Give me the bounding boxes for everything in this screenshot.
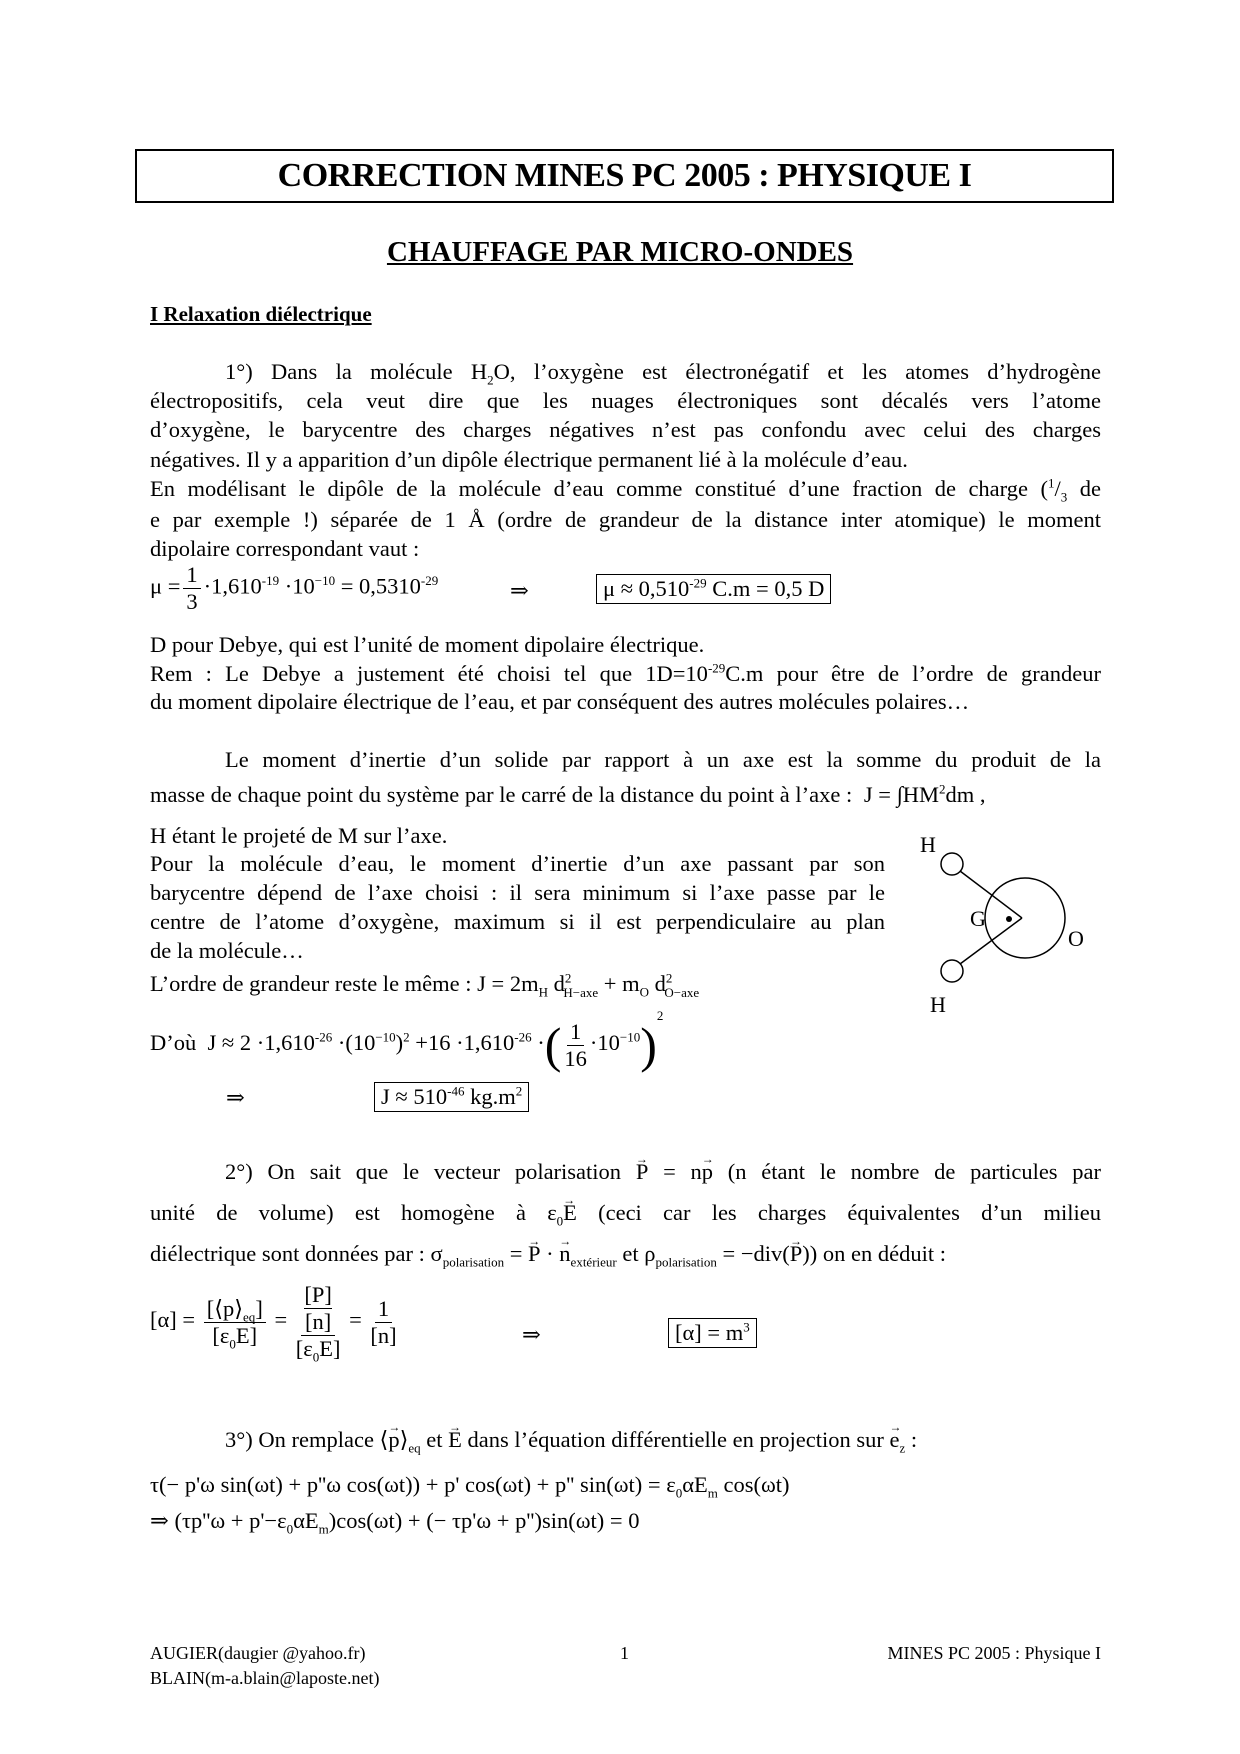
footer-right: MINES PC 2005 : Physique I bbox=[887, 1643, 1101, 1663]
paragraph-line: de la molécule… bbox=[150, 938, 304, 963]
implies-arrow: ⇒ bbox=[226, 1085, 245, 1110]
paragraph-line: négatives. Il y a apparition d’un dipôle électrique permanent lié à la molécule d’eau. bbox=[150, 447, 908, 472]
equation-differential: τ(− p'ω sin(ωt) + p''ω cos(ωt)) + p' cos(ωt) + p'' $\sin(\omega t) = \varepsilon_0\alpha E_m$ cos(ωt) bbox=[150, 1472, 790, 1501]
paragraph-line: D pour Debye, qui est l’unité de moment dipolaire électrique. bbox=[150, 632, 705, 657]
paragraph-line: Le moment d’inertie d’un solide par rapport à un axe est la somme du produit de la bbox=[225, 747, 1101, 772]
result-box-inertia: $J \approx 510^{-46}$ $kg.m^2$ bbox=[374, 1082, 529, 1112]
result-box-alpha: $[\alpha] = m^3$ bbox=[668, 1318, 757, 1348]
equation-alpha-dimension: [α] = $\frac{[⟨p⟩_{eq}]}{[\varepsilon_0E]}$ = [P] [n] $[\varepsilon_0E]$ = $\frac{1}{[n]}$ bbox=[150, 1282, 397, 1365]
barycentre-dot bbox=[1006, 916, 1012, 922]
footer-author-2: BLAIN(m-a.blain@laposte.net) bbox=[150, 1668, 380, 1688]
page-number: 1 bbox=[620, 1643, 629, 1663]
label-h2: H bbox=[930, 992, 946, 1017]
paragraph-line: électropositifs, cela veut dire que les nuages électroniques sont décalés vers l’atome bbox=[150, 388, 1101, 413]
paragraph-line: e par exemple !) séparée de 1 Å (ordre de grandeur de la distance inter atomique) le moment bbox=[150, 507, 1101, 532]
paragraph-line: du moment dipolaire électrique de l’eau, et par conséquent des autres molécules polaires… bbox=[150, 689, 970, 714]
paragraph-line: centre de l’atome d’oxygène, maximum si il est perpendiculaire au plan bbox=[150, 909, 885, 934]
hydrogen-atom-2 bbox=[941, 960, 963, 982]
paragraph-line: H étant le projeté de M sur l’axe. bbox=[150, 823, 448, 848]
paragraph-line: barycentre dépend de l’axe choisi : il sera minimum si l’axe passe par le bbox=[150, 880, 885, 905]
implies-arrow: ⇒ bbox=[522, 1322, 541, 1347]
label-h1: H bbox=[920, 832, 936, 857]
footer-author-1: AUGIER(daugier @yahoo.fr) bbox=[150, 1643, 366, 1663]
result-box-dipole: $\mu \approx 0,510^{-29}$ C.m = 0,5 D bbox=[596, 574, 831, 604]
equation-projection: ⇒ $(\tau p''\omega + p'-\varepsilon_0\alpha E_m)\cos(\omega t)$ + (− τp'ω + p'')sin(ωt) = 0 bbox=[150, 1508, 640, 1537]
implies-arrow: ⇒ bbox=[510, 578, 529, 603]
paragraph-line: d’oxygène, le barycentre des charges négatives n’est pas confondu avec celui des charges bbox=[150, 417, 1101, 442]
equation-inertia: D’où $J \approx 2 \cdot 1,610^{-26} \cdot(10^{-10})^2 +16 \cdot 1,610^{-26}$ ·( $\frac{1}{16}$ $\cdot 10^{-10})^2$ bbox=[150, 1008, 664, 1073]
paragraph-line: Rem : Le Debye a justement été choisi tel que $1D=10^{-29}C.m$ pour être de l’ordre de grandeur bbox=[150, 660, 1101, 686]
document-title: CORRECTION MINES PC 2005 : PHYSIQUE I bbox=[135, 149, 1114, 203]
oxygen-atom bbox=[985, 878, 1065, 958]
subtitle-text: CHAUFFAGE PAR MICRO-ONDES bbox=[386, 236, 854, 268]
paragraph-line: masse de chaque point du système par le carré de la distance du point à l’axe : $J = \int HM^2dm$ , bbox=[150, 781, 986, 807]
paragraph-line: diélectrique sont données par : $\sigma_{polarisation}$ = → P · → $n_{extérieur}$ et $\rho_{polarisation} = -div(\to P)$) on en déduit : bbox=[150, 1240, 1101, 1268]
label-g: G bbox=[970, 906, 986, 931]
equation-dipole-moment: μ = $\frac{1}{3}$ $\cdot 1,610^{-19} \cdot 10^{-10} = 0,5310^{-29}$ bbox=[150, 562, 439, 614]
paragraph-line: dipolaire correspondant vaut : bbox=[150, 536, 420, 561]
paragraph-line: Pour la molécule d’eau, le moment d’inertie d’un axe passant par son bbox=[150, 851, 885, 876]
section-heading: I Relaxation diélectrique bbox=[150, 302, 372, 326]
paragraph-line: 1°) Dans la molécule $H_2O$, l’oxygène est électronégatif et les atomes d’hydrogène bbox=[225, 359, 1101, 388]
label-o: O bbox=[1068, 926, 1084, 951]
paragraph-line: 2°) On sait que le vecteur polarisation → P = n→ p (n étant le nombre de particules par bbox=[225, 1158, 1101, 1186]
paragraph-line: L’ordre de grandeur reste le même : $J = 2m_H$ $d^2_{H-axe} + m_O$ $d^2_{O-axe}$ bbox=[150, 970, 700, 1000]
paragraph-line: En modélisant le dipôle de la molécule d’eau comme constitué d’une fraction de charge ($^1/_3$ de bbox=[150, 475, 1101, 505]
paragraph-line: 3°) On remplace ⟨→ $p⟩_{eq}$ et → E dans l’équation différentielle en projection sur → $e_z$ : bbox=[225, 1426, 1101, 1454]
paragraph-line: unité de volume) est homogène à $\varepsilon_0\to E$ (ceci car les charges équivalentes d’un milieu bbox=[150, 1199, 1101, 1227]
